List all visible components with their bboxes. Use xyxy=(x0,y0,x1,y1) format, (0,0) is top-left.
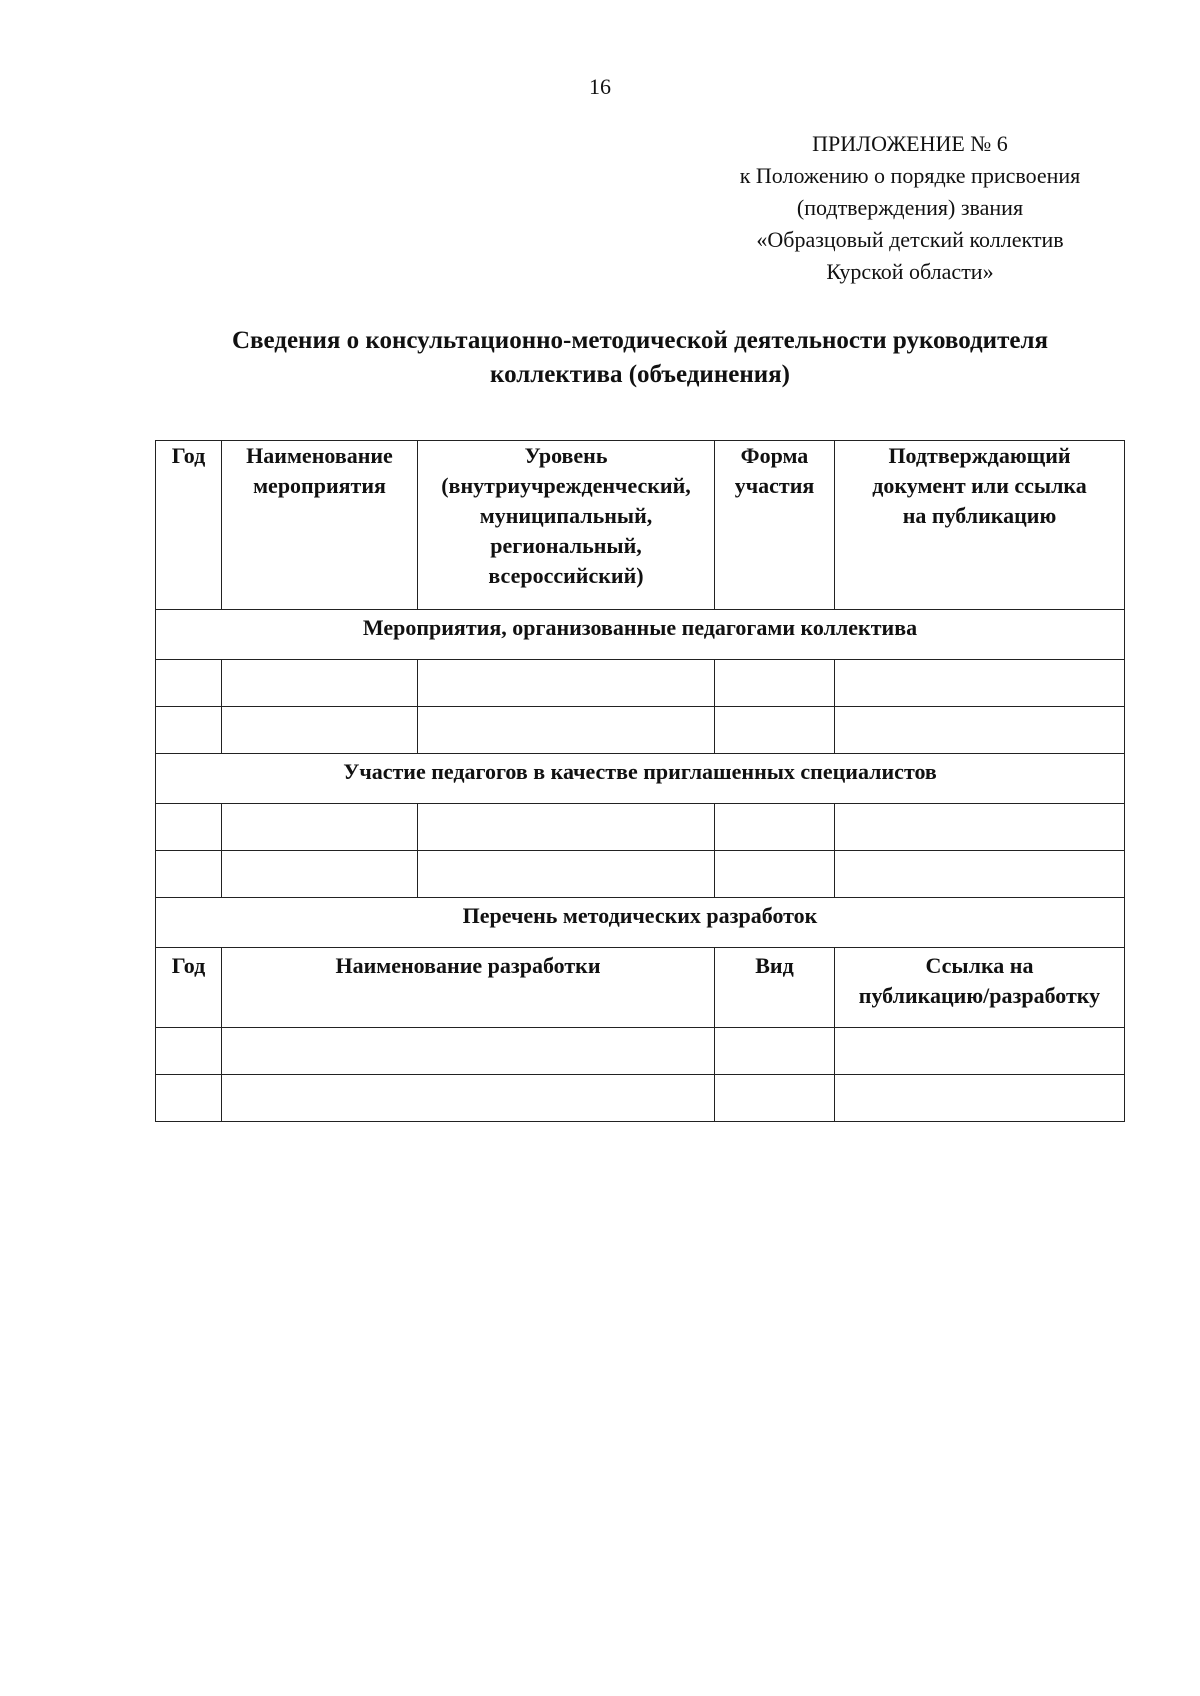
document-title-line: Сведения о консультационно-методической деятельности руководителя xyxy=(231,327,1048,354)
section-methodical-developments: Перечень методических разработок xyxy=(156,898,1125,948)
document-title-line: коллектива (объединения) xyxy=(490,361,790,388)
empty-cell[interactable] xyxy=(715,851,835,898)
header-year: Год xyxy=(156,441,222,610)
activity-form-table xyxy=(155,440,1125,1122)
empty-cell[interactable] xyxy=(835,1075,1125,1122)
dev-header-link: Ссылка на публикацию/разработку xyxy=(835,948,1125,1028)
empty-cell[interactable] xyxy=(222,804,418,851)
empty-cell[interactable] xyxy=(222,1075,715,1122)
table-row xyxy=(156,1075,1125,1122)
empty-cell[interactable] xyxy=(715,660,835,707)
section-organized-events: Мероприятия, организованные педагогами коллектива xyxy=(156,610,1125,660)
empty-cell[interactable] xyxy=(715,1028,835,1075)
empty-cell[interactable] xyxy=(715,707,835,754)
appendix-block xyxy=(690,128,1130,288)
empty-cell[interactable] xyxy=(715,804,835,851)
header-participation-form: Форма участия xyxy=(715,441,835,610)
section-row xyxy=(156,754,1125,804)
empty-cell[interactable] xyxy=(418,804,715,851)
header-level: Уровень (внутриучрежденческий, муниципальный, региональный, всероссийский) xyxy=(418,441,715,610)
dev-header-name: Наименование разработки xyxy=(222,948,715,1028)
appendix-reference-line: «Образцовый детский коллектив xyxy=(756,227,1064,252)
document-title xyxy=(90,324,1190,392)
empty-cell[interactable] xyxy=(835,707,1125,754)
empty-cell[interactable] xyxy=(418,660,715,707)
table-row xyxy=(156,804,1125,851)
dev-header-kind: Вид xyxy=(715,948,835,1028)
empty-cell[interactable] xyxy=(835,804,1125,851)
dev-header-year: Год xyxy=(156,948,222,1028)
empty-cell[interactable] xyxy=(418,851,715,898)
appendix-reference-line: Курской области» xyxy=(826,259,994,284)
appendix-number: ПРИЛОЖЕНИЕ № 6 xyxy=(812,131,1008,156)
empty-cell[interactable] xyxy=(835,660,1125,707)
empty-cell[interactable] xyxy=(156,1075,222,1122)
appendix-reference-line: к Положению о порядке присвоения xyxy=(739,163,1081,188)
empty-cell[interactable] xyxy=(156,707,222,754)
header-confirming-document: Подтверждающий документ или ссылка на публикацию xyxy=(835,441,1125,610)
empty-cell[interactable] xyxy=(835,1028,1125,1075)
appendix-reference-line: (подтверждения) звания xyxy=(796,195,1024,220)
developments-header-row xyxy=(156,948,1125,1028)
empty-cell[interactable] xyxy=(418,707,715,754)
header-event-name: Наименование мероприятия xyxy=(222,441,418,610)
empty-cell[interactable] xyxy=(156,804,222,851)
table-header-row xyxy=(156,441,1125,610)
table-row xyxy=(156,1028,1125,1075)
empty-cell[interactable] xyxy=(222,660,418,707)
section-row xyxy=(156,898,1125,948)
empty-cell[interactable] xyxy=(222,851,418,898)
empty-cell[interactable] xyxy=(222,707,418,754)
section-invited-specialists: Участие педагогов в качестве приглашенных специалистов xyxy=(156,754,1125,804)
empty-cell[interactable] xyxy=(156,851,222,898)
table-row xyxy=(156,707,1125,754)
empty-cell[interactable] xyxy=(156,660,222,707)
empty-cell[interactable] xyxy=(156,1028,222,1075)
page-number: 16 xyxy=(589,74,611,99)
empty-cell[interactable] xyxy=(835,851,1125,898)
empty-cell[interactable] xyxy=(715,1075,835,1122)
section-row xyxy=(156,610,1125,660)
table-row xyxy=(156,851,1125,898)
table-row xyxy=(156,660,1125,707)
empty-cell[interactable] xyxy=(222,1028,715,1075)
